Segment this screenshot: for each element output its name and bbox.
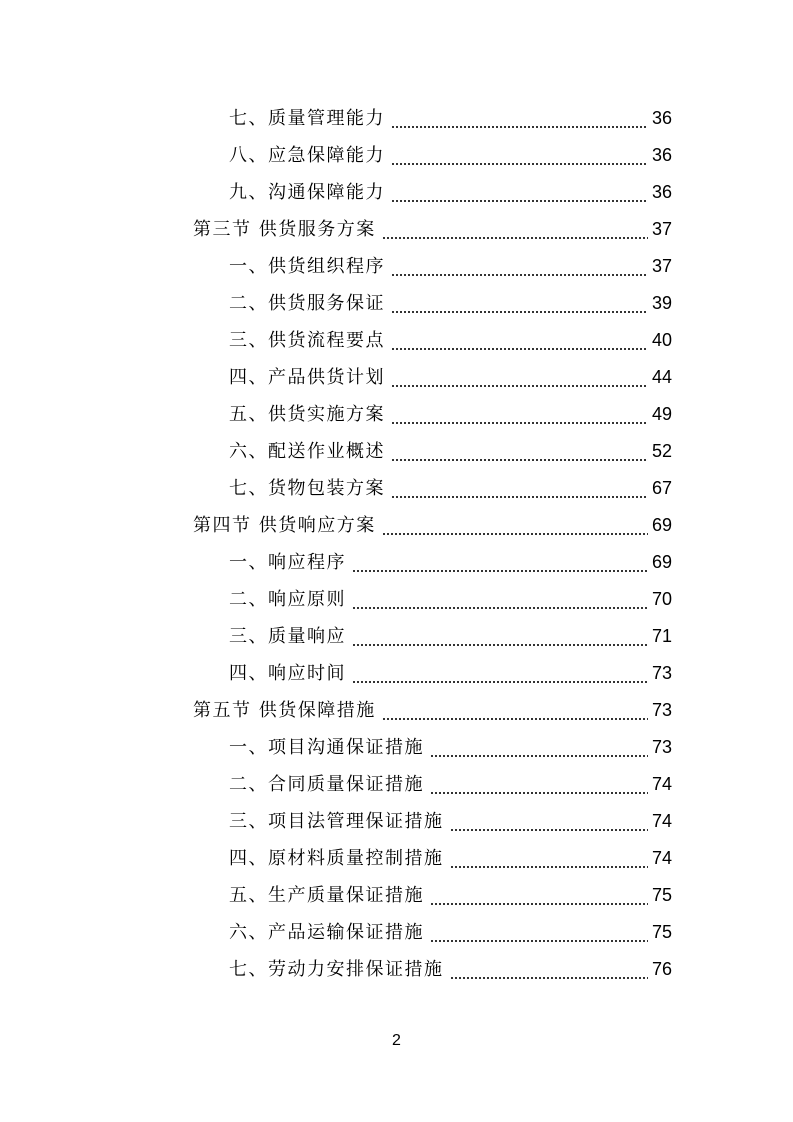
toc-entry-title: 三、供货流程要点 (229, 330, 385, 351)
toc-entry-title: 四、原材料质量控制措施 (229, 848, 444, 869)
toc-entry[interactable] (229, 581, 672, 618)
toc-entry-page: 74 (651, 774, 672, 794)
toc-entry-page: 39 (651, 293, 672, 313)
toc-entry[interactable] (229, 322, 672, 359)
toc-entry-title: 一、响应程序 (229, 552, 346, 573)
toc-entry[interactable] (229, 248, 672, 285)
toc-entry-page: 74 (651, 811, 672, 831)
toc-entry-title: 一、供货组织程序 (229, 256, 385, 277)
toc-entry[interactable] (229, 470, 672, 507)
toc-entry[interactable] (229, 285, 672, 322)
toc-entry-page: 52 (651, 441, 672, 461)
toc-dot-leader (450, 803, 648, 840)
toc-entry-title: 第四节 供货响应方案 (193, 515, 376, 536)
toc-dot-leader (391, 359, 648, 396)
toc-dot-leader (382, 211, 648, 248)
toc-entry[interactable] (229, 914, 672, 951)
toc-dot-leader (391, 137, 648, 174)
toc-entry[interactable] (229, 100, 672, 137)
toc-dot-leader (352, 618, 648, 655)
toc-entry-page: 74 (651, 848, 672, 868)
toc-dot-leader (430, 729, 648, 766)
toc-entry-title: 四、响应时间 (229, 663, 346, 684)
toc-entry-page: 71 (651, 626, 672, 646)
toc-dot-leader (391, 433, 648, 470)
toc-entry-page: 73 (651, 737, 672, 757)
toc-dot-leader (430, 877, 648, 914)
toc-entry-page: 69 (651, 552, 672, 572)
toc-entry-title: 一、项目沟通保证措施 (229, 737, 424, 758)
toc-dot-leader (352, 655, 648, 692)
toc-entry-page: 37 (651, 256, 672, 276)
toc-entry[interactable] (229, 618, 672, 655)
toc-entry-title: 七、劳动力安排保证措施 (229, 959, 444, 980)
toc-entry[interactable] (229, 729, 672, 766)
toc-entry[interactable] (229, 433, 672, 470)
toc-entry[interactable] (229, 803, 672, 840)
toc-entry-page: 36 (651, 182, 672, 202)
toc-entry-page: 69 (651, 515, 672, 535)
toc-entry-title: 八、应急保障能力 (229, 145, 385, 166)
toc-dot-leader (391, 100, 648, 137)
toc-entry[interactable] (229, 174, 672, 211)
toc-entry-title: 二、供货服务保证 (229, 293, 385, 314)
toc-entry-title: 四、产品供货计划 (229, 367, 385, 388)
toc-section-entry[interactable] (193, 507, 672, 544)
toc-entry-title: 六、产品运输保证措施 (229, 922, 424, 943)
toc-dot-leader (450, 840, 648, 877)
toc-entry-page: 44 (651, 367, 672, 387)
toc-entry-title: 二、响应原则 (229, 589, 346, 610)
toc-dot-leader (382, 507, 648, 544)
toc-dot-leader (430, 914, 648, 951)
toc-entry-page: 75 (651, 885, 672, 905)
toc-dot-leader (391, 285, 648, 322)
toc-entry-page: 73 (651, 663, 672, 683)
toc-dot-leader (352, 581, 648, 618)
toc-section-entry[interactable] (193, 692, 672, 729)
toc-entry-page: 73 (651, 700, 672, 720)
toc-entry[interactable] (229, 396, 672, 433)
page-number: 2 (392, 1032, 401, 1049)
toc-dot-leader (430, 766, 648, 803)
toc-dot-leader (382, 692, 648, 729)
toc-dot-leader (352, 544, 648, 581)
toc-entry-title: 三、质量响应 (229, 626, 346, 647)
toc-dot-leader (391, 322, 648, 359)
toc-entry-page: 36 (651, 145, 672, 165)
toc-entry[interactable] (229, 137, 672, 174)
toc-entry-title: 二、合同质量保证措施 (229, 774, 424, 795)
toc-entry-title: 七、质量管理能力 (229, 108, 385, 129)
toc-entry[interactable] (229, 840, 672, 877)
toc-entry[interactable] (229, 359, 672, 396)
toc-dot-leader (391, 174, 648, 211)
toc-entry-title: 三、项目法管理保证措施 (229, 811, 444, 832)
toc-entry[interactable] (229, 951, 672, 988)
toc-entry-page: 67 (651, 478, 672, 498)
toc-entry[interactable] (229, 655, 672, 692)
toc-entry-title: 五、供货实施方案 (229, 404, 385, 425)
toc-entry-page: 40 (651, 330, 672, 350)
toc-entry-page: 36 (651, 108, 672, 128)
toc-entry[interactable] (229, 877, 672, 914)
toc-entry-page: 37 (651, 219, 672, 239)
toc-entry-title: 第五节 供货保障措施 (193, 700, 376, 721)
toc-entry-title: 五、生产质量保证措施 (229, 885, 424, 906)
toc-dot-leader (391, 470, 648, 507)
toc-entry-page: 70 (651, 589, 672, 609)
toc-entry-title: 第三节 供货服务方案 (193, 219, 376, 240)
toc-entry[interactable] (229, 766, 672, 803)
toc-entry[interactable] (229, 544, 672, 581)
toc-dot-leader (391, 248, 648, 285)
toc-dot-leader (391, 396, 648, 433)
toc-section-entry[interactable] (193, 211, 672, 248)
toc-entry-page: 49 (651, 404, 672, 424)
toc-dot-leader (450, 951, 648, 988)
toc-entry-title: 六、配送作业概述 (229, 441, 385, 462)
toc-entry-page: 76 (651, 959, 672, 979)
toc-entry-page: 75 (651, 922, 672, 942)
toc-entry-title: 九、沟通保障能力 (229, 182, 385, 203)
toc-entry-title: 七、货物包装方案 (229, 478, 385, 499)
